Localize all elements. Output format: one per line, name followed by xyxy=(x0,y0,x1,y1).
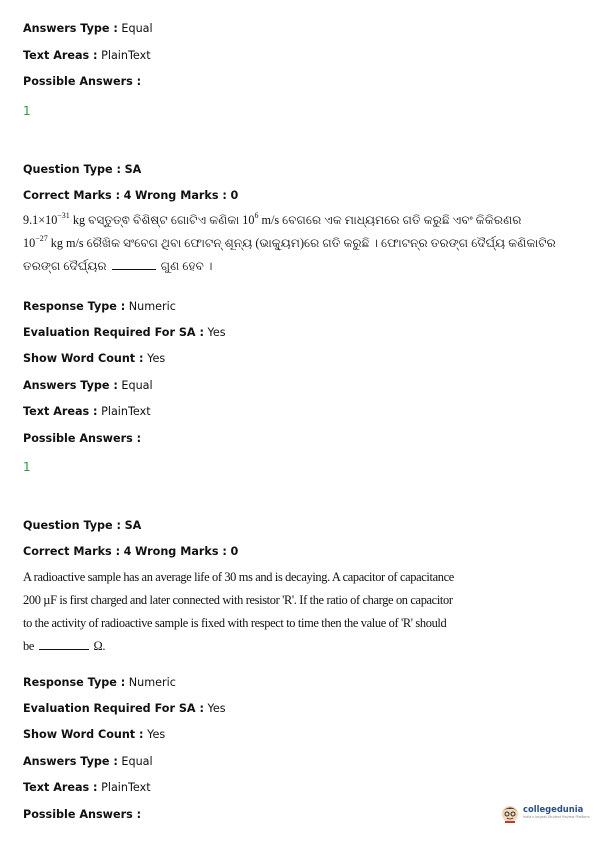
possible-answers-row xyxy=(23,808,565,822)
field-label: Possible Answers : xyxy=(23,75,142,88)
field-value: 4 xyxy=(123,545,132,558)
logo-tagline: India's largest Student Review Platform xyxy=(523,815,590,819)
field-label: Correct Marks : xyxy=(23,545,121,558)
field-label: Text Areas : xyxy=(23,405,98,418)
question-line: A radioactive sample has an average life of 30 ms and is decaying. A capacitor of capacitance xyxy=(23,570,454,584)
text-areas-row xyxy=(23,405,565,419)
answer-blank xyxy=(39,639,89,650)
question-line: ତରଙ୍ଗ ଦୈର୍ଘ୍ୟର ଗୁଣ ହେବ । xyxy=(23,259,213,273)
field-label: Text Areas : xyxy=(23,49,98,62)
response-type-row xyxy=(23,300,565,314)
field-label: Response Type : xyxy=(23,300,126,313)
student-mascot-icon xyxy=(500,803,520,823)
field-value: Numeric xyxy=(128,300,176,313)
possible-answers-row xyxy=(23,75,565,89)
field-value: PlainText xyxy=(101,781,151,794)
possible-answers-row xyxy=(23,432,565,446)
field-label: Correct Marks : xyxy=(23,189,121,202)
field-value: Numeric xyxy=(128,676,176,689)
field-label: Answers Type : xyxy=(23,755,118,768)
logo-brand-text: collegedunia xyxy=(523,804,584,814)
field-value: PlainText xyxy=(101,49,151,62)
question-line: be Ω. xyxy=(23,639,106,653)
field-label: Evaluation Required For SA : xyxy=(23,702,204,715)
question-text xyxy=(23,566,563,658)
response-type-row xyxy=(23,676,565,690)
marks-row xyxy=(23,189,565,203)
answers-type-row xyxy=(23,755,565,769)
evaluation-row xyxy=(23,326,565,340)
question-line: $9.1\times 10^{-31}$ kg ବସ୍ତୁତ୍ଵ ବିଶିଷ୍ଟ ଗୋଟିଏ କଣିକା $10^6$ m/s ବେଗରେ ଏକ ମାଧ୍ୟମରେ ଗତି କରୁଛି ଏବଂ କିକିରଣର xyxy=(23,211,522,227)
collegedunia-logo xyxy=(500,802,588,826)
question-line: 200 µF is first charged and later connected with resistor 'R'. If the ratio of charge on capacitor xyxy=(23,593,453,607)
field-value: Yes xyxy=(147,352,166,365)
possible-answer-value: 1 xyxy=(23,104,31,118)
question-line: $10^{-27}$ kg m/s ରୈଖିକ ସଂବେଗ ଥିବା ଫୋଟନ୍ ଶୂନ୍ୟ (ଭାକ୍ୟୁମ)ରେ ଗତି କରୁଛି । ଫୋଟନ୍‌ର ତରଙ୍ଗ ଦୈର୍ଘ୍ୟ କଣିକାଟିର xyxy=(23,234,556,250)
field-value: 0 xyxy=(230,189,239,202)
field-label: Answers Type : xyxy=(23,22,118,35)
field-label: Show Word Count : xyxy=(23,728,144,741)
field-label: Possible Answers : xyxy=(23,808,142,821)
show-word-count-row xyxy=(23,352,565,366)
question-line: to the activity of radioactive sample is fixed with respect to time then the value of 'R' should xyxy=(23,616,447,630)
possible-answer-value: 1 xyxy=(23,460,31,474)
field-value: 0 xyxy=(230,545,239,558)
field-label: Evaluation Required For SA : xyxy=(23,326,204,339)
field-value: Yes xyxy=(207,326,226,339)
field-label: Wrong Marks : xyxy=(134,189,227,202)
evaluation-row xyxy=(23,702,565,716)
field-value: SA xyxy=(124,163,142,176)
field-label: Answers Type : xyxy=(23,379,118,392)
field-value: PlainText xyxy=(101,405,151,418)
field-value: 4 xyxy=(123,189,132,202)
field-value: Equal xyxy=(121,755,153,768)
field-label: Response Type : xyxy=(23,676,126,689)
field-label: Question Type : xyxy=(23,519,122,532)
text-areas-row xyxy=(23,49,565,63)
answers-type-row xyxy=(23,22,565,36)
field-value: Equal xyxy=(121,379,153,392)
text-areas-row xyxy=(23,781,565,795)
field-label: Question Type : xyxy=(23,163,122,176)
field-value: Yes xyxy=(207,702,226,715)
field-value: Equal xyxy=(121,22,153,35)
field-label: Text Areas : xyxy=(23,781,98,794)
field-label: Possible Answers : xyxy=(23,432,142,445)
answers-type-row xyxy=(23,379,565,393)
field-label: Show Word Count : xyxy=(23,352,144,365)
answer-blank xyxy=(112,259,156,270)
question-type-row xyxy=(23,163,565,177)
field-value: Yes xyxy=(147,728,166,741)
field-label: Wrong Marks : xyxy=(134,545,227,558)
question-type-row xyxy=(23,519,565,533)
marks-row xyxy=(23,545,565,559)
field-value: SA xyxy=(124,519,142,532)
question-text xyxy=(23,209,563,278)
show-word-count-row xyxy=(23,728,565,742)
